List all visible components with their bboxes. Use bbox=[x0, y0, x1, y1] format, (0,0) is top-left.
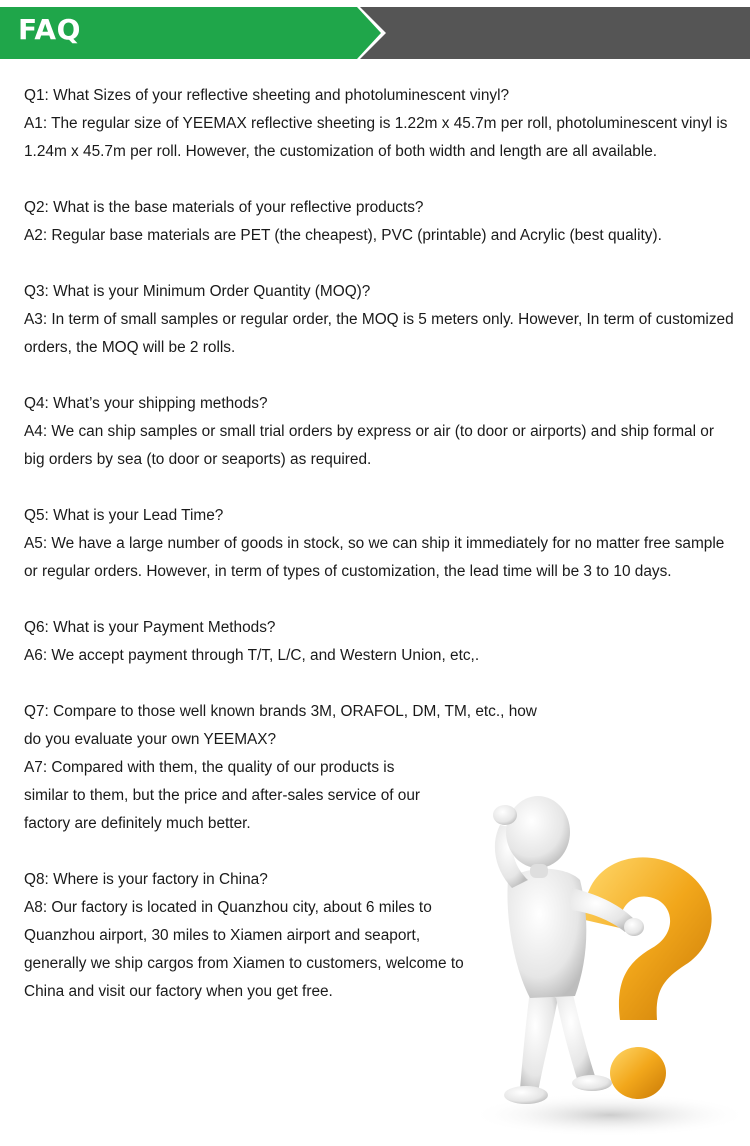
header-banner bbox=[0, 0, 750, 60]
faq-question: Q8: Where is your factory in China? bbox=[24, 871, 268, 888]
faq-answer: A4: We can ship samples or small trial orders by express or air (to door or airports) and ship formal or big orders by sea (to door or seaports) as required. bbox=[24, 423, 714, 468]
faq-question: Q2: What is the base materials of your reflective products? bbox=[24, 199, 424, 216]
thinking-person-question-mark-icon bbox=[460, 770, 750, 1141]
faq-answer: A3: In term of small samples or regular order, the MOQ is 5 meters only. However, In term of customized orders, the MOQ will be 2 rolls. bbox=[24, 311, 734, 356]
faq-answer: A1: The regular size of YEEMAX reflective sheeting is 1.22m x 45.7m per roll, photoluminescent vinyl is 1.24m x 45.7m per roll. However, the customization of both width and length are all available. bbox=[24, 115, 728, 160]
faq-question: Q3: What is your Minimum Order Quantity (MOQ)? bbox=[24, 283, 371, 300]
faq-question: Q7: Compare to those well known brands 3M, ORAFOL, DM, TM, etc., how do you evaluate your own YEEMAX? bbox=[24, 703, 537, 748]
faq-item bbox=[24, 502, 736, 586]
faq-item bbox=[24, 390, 736, 474]
faq-item bbox=[24, 82, 736, 166]
faq-answer: A6: We accept payment through T/T, L/C, and Western Union, etc,. bbox=[24, 647, 480, 664]
faq-item bbox=[24, 614, 736, 670]
faq-question: Q5: What is your Lead Time? bbox=[24, 507, 224, 524]
faq-answer: A7: Compared with them, the quality of our products is similar to them, but the price and after-sales service of our factory are definitely much better. bbox=[24, 759, 421, 832]
page-title: FAQ bbox=[18, 13, 81, 46]
faq-item bbox=[24, 278, 736, 362]
faq-answer: A5: We have a large number of goods in stock, so we can ship it immediately for no matter free sample or regular orders. However, in term of types of customization, the lead time will be 3 to 10 days. bbox=[24, 535, 725, 580]
faq-question: Q4: What’s your shipping methods? bbox=[24, 395, 268, 412]
faq-item bbox=[24, 194, 736, 250]
faq-header bbox=[0, 0, 750, 60]
faq-answer: A8: Our factory is located in Quanzhou city, about 6 miles to Quanzhou airport, 30 miles to Xiamen airport and seaport, generally we ship cargos from Xiamen to customers, welcome to China and visit our factory when you get free. bbox=[24, 899, 464, 1000]
faq-answer: A2: Regular base materials are PET (the cheapest), PVC (printable) and Acrylic (best quality). bbox=[24, 227, 662, 244]
faq-question: Q6: What is your Payment Methods? bbox=[24, 619, 276, 636]
faq-item bbox=[24, 866, 464, 1006]
faq-item bbox=[24, 698, 537, 838]
faq-question: Q1: What Sizes of your reflective sheeting and photoluminescent vinyl? bbox=[24, 87, 510, 104]
